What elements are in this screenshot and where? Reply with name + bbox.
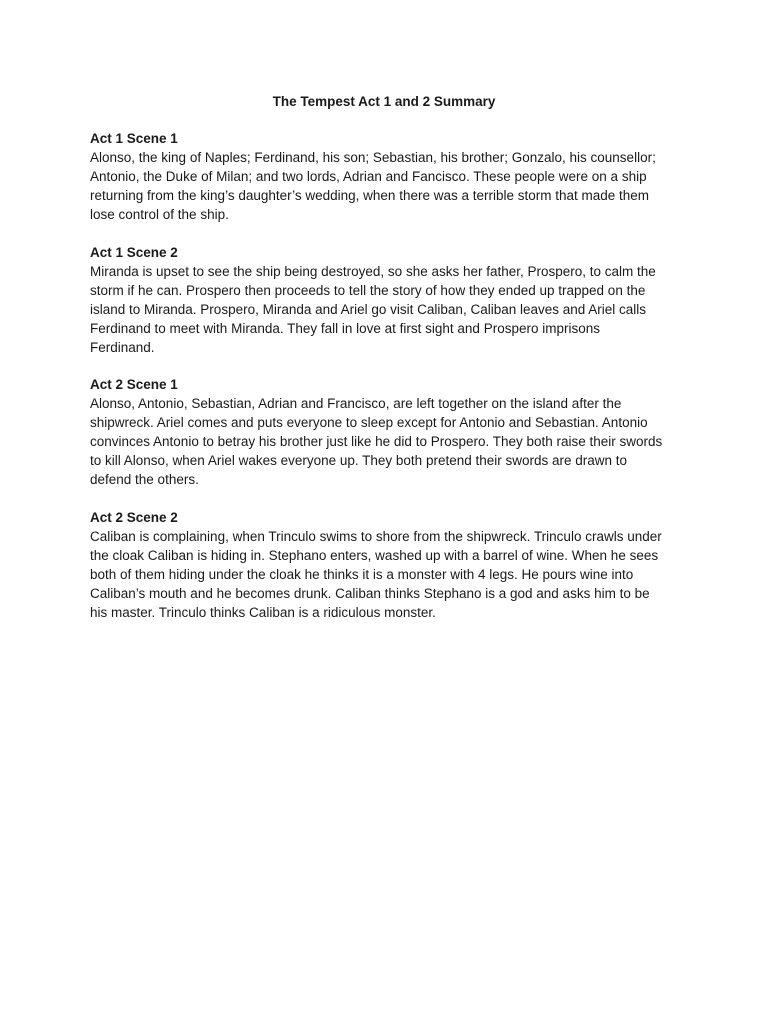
section-paragraph xyxy=(90,394,690,489)
section-act1-scene2 xyxy=(90,243,690,357)
document-title: The Tempest Act 1 and 2 Summary xyxy=(272,94,496,109)
paragraph-line: Ferdinand to meet with Miranda. They fall in love at first sight and Prospero imprisons xyxy=(90,320,600,336)
paragraph-line: Antonio, the Duke of Milan; and two lords, Adrian and Fancisco. These people were on a ship xyxy=(90,169,647,184)
paragraph-line: convinces Antonio to betray his brother just like he did to Prospero. They both raise their swords xyxy=(90,434,663,449)
paragraph-line: his master. Trinculo thinks Caliban is a ridiculous monster. xyxy=(90,604,436,620)
section-paragraph xyxy=(90,148,690,224)
paragraph-line: returning from the king’s daughter’s wedding, when there was a terrible storm that made them xyxy=(90,188,650,203)
section-act2-scene2 xyxy=(90,508,690,622)
paragraph-line: to kill Alonso, when Ariel wakes everyone up. They both pretend their swords are drawn to xyxy=(90,453,628,468)
paragraph-line: storm if he can. Prospero then proceeds to tell the story of how they ended up trapped on the xyxy=(90,282,646,298)
section-paragraph xyxy=(90,527,690,622)
paragraph-line: island to Miranda. Prospero, Miranda and Ariel go visit Caliban, Caliban leaves and Ariel calls xyxy=(90,301,647,317)
paragraph-line: Alonso, Antonio, Sebastian, Adrian and Francisco, are left together on the island after the xyxy=(90,396,622,411)
paragraph-line: shipwreck. Ariel comes and puts everyone to sleep except for Antonio and Sebastian. Antonio xyxy=(90,415,648,430)
document-body xyxy=(90,129,690,640)
paragraph-line: defend the others. xyxy=(90,472,199,487)
paragraph-line: Alonso, the king of Naples; Ferdinand, his son; Sebastian, his brother; Gonzalo, his counsellor; xyxy=(90,150,656,165)
paragraph-line: Caliban is complaining, when Trinculo swims to shore from the shipwreck. Trinculo crawls under xyxy=(90,528,662,544)
section-heading: Act 2 Scene 1 xyxy=(90,377,178,392)
section-heading: Act 1 Scene 2 xyxy=(90,244,178,260)
section-heading: Act 1 Scene 1 xyxy=(90,131,178,146)
section-paragraph xyxy=(90,262,690,357)
paragraph-line: Ferdinand. xyxy=(90,339,155,355)
paragraph-line: Caliban’s mouth and he becomes drunk. Caliban thinks Stephano is a god and asks him to be xyxy=(90,585,650,601)
section-act1-scene1 xyxy=(90,129,690,224)
section-heading: Act 2 Scene 2 xyxy=(90,509,178,525)
paragraph-line: both of them hiding under the cloak he thinks it is a monster with 4 legs. He pours wine into xyxy=(90,566,634,582)
paragraph-line: lose control of the ship. xyxy=(90,207,229,222)
paragraph-line: Miranda is upset to see the ship being destroyed, so she asks her father, Prospero, to calm the xyxy=(90,263,656,279)
paragraph-line: the cloak Caliban is hiding in. Stephano enters, washed up with a barrel of wine. When he sees xyxy=(90,547,659,563)
section-act2-scene1 xyxy=(90,375,690,489)
